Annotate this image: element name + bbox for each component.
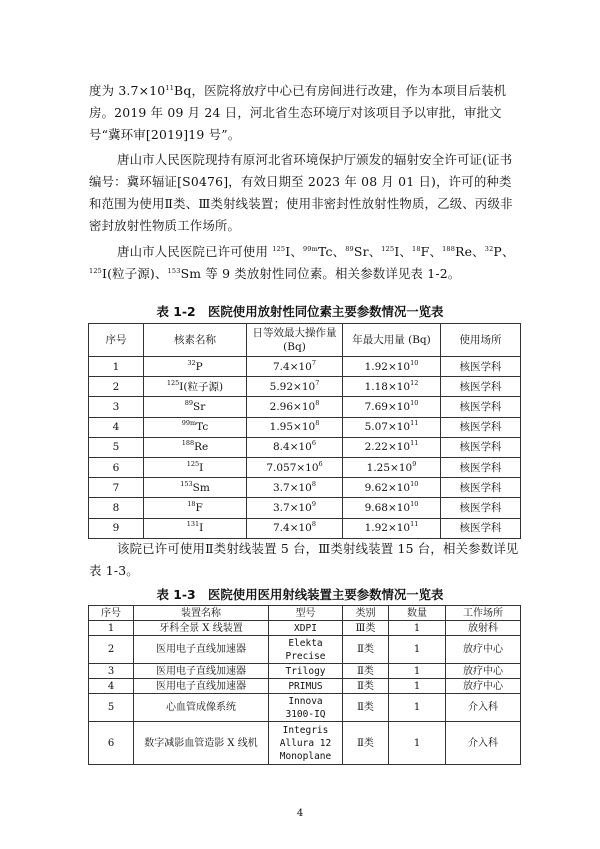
cell-annual: [343, 437, 441, 457]
table-1-2-body: [89, 357, 521, 539]
annual-mantissa: 1.92×10: [364, 522, 411, 535]
cell-no: 5: [89, 437, 144, 457]
cell-no: 1: [89, 357, 144, 377]
table-row: [89, 722, 521, 765]
p3-seg: Sr、: [353, 244, 382, 259]
daily-mantissa: 7.4×10: [273, 522, 312, 535]
header-place: 工作场所: [446, 606, 521, 621]
cell-place: 放射科: [446, 621, 521, 636]
cell-qty: 1: [389, 722, 446, 765]
daily-exponent: 7: [315, 378, 320, 387]
cell-place: 核医学科: [441, 417, 521, 437]
cell-no: 2: [89, 377, 144, 397]
daily-exponent: 8: [311, 520, 316, 529]
nuclide-symbol: P: [195, 360, 203, 373]
cell-place: 放疗中心: [446, 679, 521, 694]
p4-text: 该院已许可使用Ⅱ类射线装置 5 台，Ⅲ类射线装置 15 台，相关参数详见表 1-3。: [89, 541, 519, 578]
page-number: 4: [296, 808, 304, 819]
annual-mantissa: 2.22×10: [364, 441, 411, 454]
nuclide-mass-number: 32: [187, 358, 196, 367]
daily-mantissa: 7.4×10: [273, 360, 312, 373]
cell-qty: 1: [389, 664, 446, 679]
daily-mantissa: 5.92×10: [269, 380, 316, 393]
p3-sup: 32: [484, 245, 494, 253]
p3-sup: 18: [412, 245, 421, 253]
cell-qty: 1: [389, 694, 446, 722]
table-1-2-caption: 表 1-2 医院使用放射性同位素主要参数情况一览表: [156, 304, 444, 319]
cell-nuclide: [144, 417, 247, 437]
annual-exponent: 10: [410, 398, 419, 407]
daily-exponent: 6: [311, 439, 316, 448]
model-line: Elekta: [288, 637, 323, 649]
annual-mantissa: 1.18×10: [364, 380, 411, 393]
cell-annual: [343, 377, 441, 397]
table-1-3: [88, 605, 521, 765]
p3-sup: 153: [167, 267, 181, 275]
cell-annual: [343, 478, 441, 498]
cell-place: 核医学科: [441, 397, 521, 417]
cell-place: 放疗中心: [446, 664, 521, 679]
cell-no: 1: [89, 621, 134, 636]
p3-seg: Re、: [455, 244, 485, 259]
p3-sup: 99m: [302, 245, 318, 253]
cell-daily: [247, 457, 343, 477]
nuclide-symbol: Re: [194, 441, 209, 454]
cell-daily: [247, 478, 343, 498]
cell-annual: [343, 417, 441, 437]
p3-seg: 唐山市人民医院已许可使用: [117, 244, 273, 259]
cell-nuclide: [144, 357, 247, 377]
table-1-2: [88, 323, 521, 539]
cell-nuclide: [144, 377, 247, 397]
model-line: Allura 12: [279, 737, 332, 749]
cell-nuclide: [144, 437, 247, 457]
annual-mantissa: 5.07×10: [364, 421, 411, 434]
daily-exponent: 6: [318, 459, 323, 468]
header-device: 装置名称: [134, 606, 269, 621]
table-row: [89, 621, 521, 636]
cell-daily: [247, 417, 343, 437]
daily-mantissa: 7.057×10: [266, 461, 319, 474]
cell-place: 核医学科: [441, 478, 521, 498]
daily-exponent: 8: [311, 479, 316, 488]
cell-nuclide: [144, 457, 247, 477]
nuclide-symbol: I(粒子源): [179, 380, 224, 393]
model-line: Trilogy: [285, 665, 326, 677]
model-line: 3100-IQ: [285, 708, 326, 720]
cell-annual: [343, 498, 441, 518]
cell-no: 3: [89, 664, 134, 679]
cell-place: 介入科: [446, 694, 521, 722]
cell-class: Ⅲ类: [343, 621, 389, 636]
annual-exponent: 11: [410, 419, 419, 428]
annual-exponent: 11: [410, 439, 419, 448]
cell-no: 9: [89, 518, 144, 538]
table-1-3-caption: 表 1-3 医院使用医用射线装置主要参数情况一览表: [156, 587, 444, 602]
p1-text-b: Bq，医院将放疗中心已有房间进行改建，作为本项目后装机房。2019 年 09 月 24 日，河北省生态环境厅对该项目予以审批，审批文号“冀环审[2019]19 号”。: [89, 83, 507, 142]
annual-exponent: 11: [410, 520, 419, 529]
p3-sup: 89: [345, 245, 354, 253]
nuclide-symbol: Tc: [196, 421, 209, 434]
table-row: [89, 664, 521, 679]
daily-exponent: 8: [315, 419, 320, 428]
cell-no: 5: [89, 694, 134, 722]
cell-daily: [247, 397, 343, 417]
header-daily: 日等效最大操作量 (Bq): [247, 324, 343, 357]
cell-device: 牙科全景 X 线装置: [134, 621, 269, 636]
cell-place: 核医学科: [441, 357, 521, 377]
cell-model: [269, 694, 343, 722]
cell-device: 医用电子直线加速器: [134, 679, 269, 694]
table-1-3-body: [89, 621, 521, 765]
daily-exponent: 7: [311, 358, 316, 367]
p3-seg: P、: [493, 244, 515, 259]
table-row: [89, 679, 521, 694]
header-annual: 年最大用量 (Bq): [343, 324, 441, 357]
annual-exponent: 10: [410, 479, 419, 488]
daily-mantissa: 3.7×10: [273, 481, 312, 494]
table-row: [89, 437, 521, 457]
paragraph-3: [89, 241, 521, 285]
model-line: Innova: [288, 695, 323, 707]
nuclide-mass-number: 188: [181, 439, 195, 448]
cell-nuclide: [144, 498, 247, 518]
p1-exponent: 11: [165, 84, 175, 92]
cell-place: 核医学科: [441, 498, 521, 518]
paragraph-1: [89, 80, 521, 146]
daily-exponent: 8: [315, 398, 320, 407]
cell-no: 7: [89, 478, 144, 498]
annual-exponent: 10: [410, 358, 419, 367]
model-line: PRIMUS: [288, 680, 323, 692]
cell-no: 6: [89, 457, 144, 477]
cell-device: 医用电子直线加速器: [134, 636, 269, 664]
cell-place: 核医学科: [441, 457, 521, 477]
p3-seg: Ⅰ、: [394, 244, 412, 259]
cell-annual: [343, 518, 441, 538]
cell-place: 介入科: [446, 722, 521, 765]
p3-seg: F、: [420, 244, 443, 259]
model-line: Integris: [282, 724, 329, 736]
cell-class: Ⅱ类: [343, 722, 389, 765]
annual-mantissa: 7.69×10: [364, 400, 411, 413]
cell-model: [269, 664, 343, 679]
cell-no: 3: [89, 397, 144, 417]
daily-exponent: 9: [311, 499, 316, 508]
p3-sup: 125: [89, 267, 103, 275]
nuclide-symbol: Sm: [192, 481, 210, 494]
table-row: [89, 397, 521, 417]
p3-seg: Sm 等 9 类放射性同位素。相关参数详见表 1-2。: [180, 266, 461, 281]
cell-no: 4: [89, 417, 144, 437]
cell-model: [269, 621, 343, 636]
nuclide-mass-number: 125: [166, 378, 180, 387]
nuclide-mass-number: 89: [184, 398, 194, 407]
table-row: [89, 694, 521, 722]
paragraph-2: [89, 149, 521, 237]
daily-mantissa: 8.4×10: [273, 441, 312, 454]
p1-text-a: 度为 3.7×10: [89, 83, 166, 98]
p3-sup: 188: [442, 245, 456, 253]
table-row: [89, 357, 521, 377]
cell-no: 6: [89, 722, 134, 765]
cell-no: 4: [89, 679, 134, 694]
daily-mantissa: 3.7×10: [273, 501, 312, 514]
cell-nuclide: [144, 397, 247, 417]
annual-exponent: 9: [412, 459, 417, 468]
cell-device: 数字减影血管造影 X 线机: [134, 722, 269, 765]
daily-mantissa: 2.96×10: [269, 400, 316, 413]
header-qty: 数量: [389, 606, 446, 621]
cell-qty: 1: [389, 679, 446, 694]
cell-annual: [343, 457, 441, 477]
table-row: [89, 417, 521, 437]
header-no: 序号: [89, 324, 144, 357]
cell-class: Ⅱ类: [343, 664, 389, 679]
p3-seg: Ⅰ(粒子源)、: [102, 266, 168, 281]
cell-place: 核医学科: [441, 377, 521, 397]
table-header-row: [89, 606, 521, 621]
header-model: 型号: [269, 606, 343, 621]
cell-device: 医用电子直线加速器: [134, 664, 269, 679]
cell-qty: 1: [389, 621, 446, 636]
nuclide-mass-number: 131: [186, 520, 200, 529]
annual-mantissa: 1.25×10: [366, 461, 413, 474]
cell-class: Ⅱ类: [343, 636, 389, 664]
p3-sup: 125: [272, 245, 286, 253]
nuclide-mass-number: 125: [186, 459, 200, 468]
annual-mantissa: 1.92×10: [364, 360, 411, 373]
cell-device: 心血管成像系统: [134, 694, 269, 722]
p3-seg: Ⅰ、: [285, 244, 303, 259]
cell-qty: 1: [389, 636, 446, 664]
cell-place: 核医学科: [441, 437, 521, 457]
table-row: [89, 636, 521, 664]
cell-no: 2: [89, 636, 134, 664]
header-place: 使用场所: [441, 324, 521, 357]
table-row: [89, 377, 521, 397]
cell-daily: [247, 518, 343, 538]
cell-nuclide: [144, 478, 247, 498]
model-line: Precise: [285, 650, 326, 662]
annual-mantissa: 9.68×10: [364, 501, 411, 514]
cell-model: [269, 679, 343, 694]
annual-exponent: 10: [410, 499, 419, 508]
paragraph-4: [89, 538, 521, 582]
model-line: Monoplane: [279, 750, 332, 762]
cell-annual: [343, 397, 441, 417]
annual-mantissa: 9.62×10: [364, 481, 411, 494]
table-row: [89, 518, 521, 538]
cell-class: Ⅱ类: [343, 694, 389, 722]
cell-daily: [247, 377, 343, 397]
cell-model: [269, 636, 343, 664]
cell-annual: [343, 357, 441, 377]
cell-place: 核医学科: [441, 518, 521, 538]
cell-model: [269, 722, 343, 765]
cell-daily: [247, 357, 343, 377]
model-line: XDPI: [294, 622, 317, 634]
table-row: [89, 498, 521, 518]
cell-class: Ⅱ类: [343, 679, 389, 694]
table-header-row: [89, 324, 521, 357]
nuclide-symbol: Sr: [193, 400, 206, 413]
nuclide-mass-number: 18: [187, 499, 196, 508]
nuclide-symbol: I: [199, 522, 204, 535]
daily-mantissa: 1.95×10: [269, 421, 316, 434]
nuclide-symbol: I: [199, 461, 204, 474]
annual-exponent: 12: [410, 378, 419, 387]
table-row: [89, 478, 521, 498]
nuclide-symbol: F: [195, 501, 203, 514]
cell-place: 放疗中心: [446, 636, 521, 664]
cell-nuclide: [144, 518, 247, 538]
nuclide-mass-number: 99m: [181, 419, 197, 428]
cell-no: 8: [89, 498, 144, 518]
table-row: [89, 457, 521, 477]
header-no: 序号: [89, 606, 134, 621]
cell-daily: [247, 498, 343, 518]
cell-daily: [247, 437, 343, 457]
p2-text: 唐山市人民医院现持有原河北省环境保护厅颁发的辐射安全许可证(证书编号：冀环辐证[S0476]，有效日期至 2023 年 08 月 01 日)，许可的种类和范围为使用Ⅱ类、Ⅲ类射线装置；使用非密封性放射性物质，乙级、丙级非密封放射性物质工作场所。: [89, 152, 513, 233]
header-class: 类别: [343, 606, 389, 621]
p3-sup: 125: [381, 245, 395, 253]
p3-seg: Tc、: [317, 244, 346, 259]
nuclide-mass-number: 153: [180, 479, 193, 488]
header-nuclide: 核素名称: [144, 324, 247, 357]
